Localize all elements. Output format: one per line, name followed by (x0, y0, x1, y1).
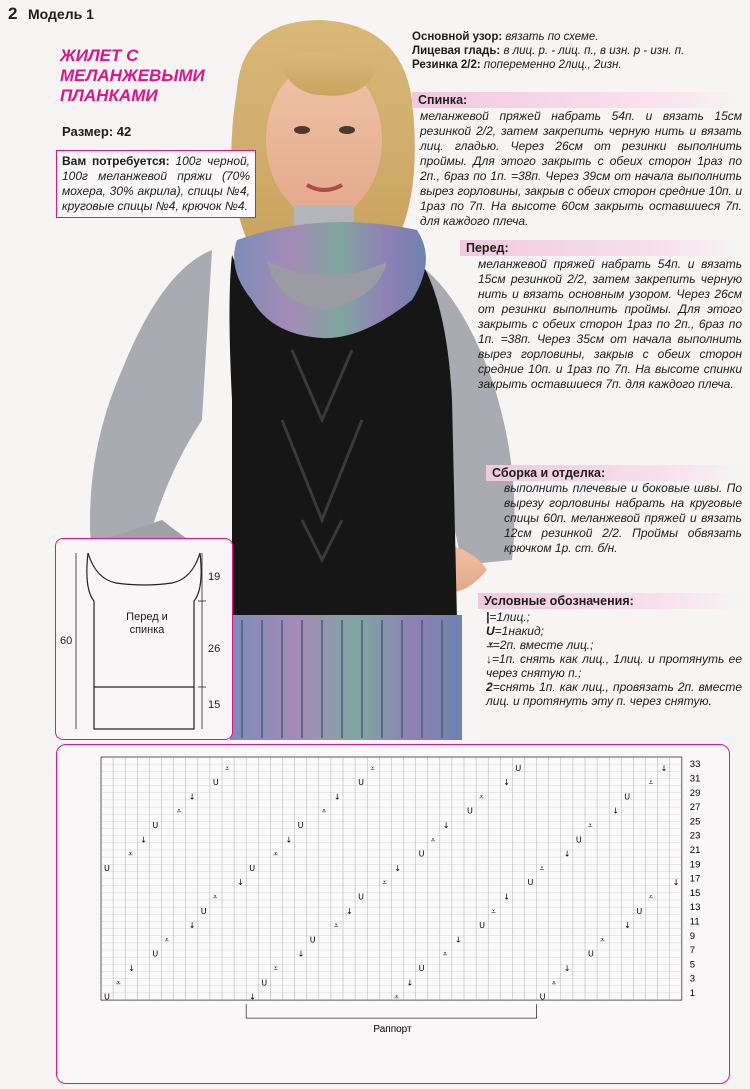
schematic-label: Перед и спинка (126, 611, 168, 636)
chart-symbol: ↓ (140, 835, 148, 845)
chart-symbol: ↓ (333, 792, 341, 802)
chart-symbol: U (200, 906, 207, 916)
chart-row-number: 9 (689, 930, 696, 942)
chart-row-number: 33 (689, 759, 701, 771)
legend-item: U=1накид; (486, 624, 544, 638)
chart-symbol: U (575, 835, 582, 845)
chart-symbol: ⩡ (370, 763, 375, 773)
chart-symbol: U (636, 906, 643, 916)
pattern-row: Резинка 2/2: попеременно 2лиц., 2изн. (412, 59, 622, 71)
knitting-chart (56, 744, 730, 1084)
garment-schematic (55, 538, 233, 740)
chart-symbol: ↓ (394, 863, 402, 873)
assembly-text: выполнить плечевые и боковые швы. По вырезу горловины набрать на круговые спицы 60п. меланжевой пряжей и вязать 12см резинкой 2/2. Проймы обвязать крючком 1р. ст. б/н. (504, 481, 742, 555)
chart-symbol: ⩡ (648, 892, 654, 902)
back-text: меланжевой пряжей набрать 54п. и вязать 15см резинкой 2/2, затем закрепить черную нить и вязать лиц. гладью. Через 26см от резинки выполнить проймы. Для этого закрыть с обеих сторон 1раз по 2п., 6раз по 1п. =38п. Через 39см от начала выполнить вырез горловины, закрыв с обеих сторон средние 10п. и 1раз по 7п. На высоте 60см закрыть оставшиеся 7п. для каждого плеча. (420, 109, 742, 228)
chart-symbol: ↓ (660, 763, 668, 773)
chart-symbol: ↓ (503, 892, 511, 902)
chart-grid (57, 745, 729, 1083)
chart-symbol: ⩡ (394, 992, 399, 1002)
chart-row-number: 15 (689, 887, 701, 899)
legend-item: 2=снять 1п. как лиц., провязать 2п. вместе лиц. и протянуть эту п. через снятую. (486, 680, 742, 708)
chart-symbol: ↓ (503, 778, 511, 788)
chart-symbol: ↓ (285, 835, 293, 845)
front-heading: Перед: (460, 240, 744, 256)
chart-symbol: U (358, 778, 364, 788)
chart-row-number: 7 (689, 945, 696, 957)
chart-symbol: ↓ (624, 921, 632, 931)
chart-symbol: U (539, 992, 546, 1002)
chart-symbol: ↓ (563, 964, 571, 973)
chart-symbol: U (358, 892, 364, 902)
chart-symbol: ↓ (563, 849, 571, 859)
chart-symbol: U (479, 921, 485, 931)
chart-symbol: U (249, 863, 256, 873)
chart-symbol: ⩡ (212, 892, 218, 902)
schematic-total: 60 (60, 635, 73, 647)
article-title: ЖИЛЕТ С МЕЛАНЖЕВЫМИ ПЛАНКАМИ (60, 46, 205, 105)
materials-box (56, 150, 256, 218)
legend-item: ↓=1п. снять как лиц., 1лиц. и протянуть ее через снятую п.; (486, 652, 742, 680)
page-number: 2 (8, 4, 18, 23)
chart-symbol: U (515, 763, 522, 773)
size-label: Размер: 42 (62, 124, 132, 139)
chart-symbol: ⩡ (539, 863, 545, 873)
chart-symbol: ↓ (188, 921, 196, 931)
chart-row-number: 23 (689, 830, 701, 842)
chart-symbol: ⩡ (430, 835, 436, 845)
chart-symbol: ↓ (237, 878, 244, 888)
chart-symbol: ⩡ (273, 964, 278, 973)
legend-item: |=1лиц.; (486, 610, 531, 624)
pattern-row: Лицевая гладь: в лиц. р. - лиц. п., в изн. р - изн. п. (412, 45, 685, 57)
back-heading: Спинка: (412, 92, 744, 108)
chart-symbol: ⩡ (442, 949, 448, 959)
chart-row-number: 3 (689, 973, 696, 985)
chart-symbol: U (624, 792, 631, 802)
chart-symbol: ⩡ (491, 906, 496, 916)
chart-symbol: U (104, 863, 110, 873)
chart-symbol: ↓ (297, 949, 305, 959)
schematic-dim: 26 (208, 643, 221, 655)
chart-symbol: U (418, 849, 425, 859)
chart-symbol: ⩡ (164, 935, 170, 945)
chart-symbol: U (309, 935, 316, 945)
chart-row-number: 11 (689, 916, 700, 928)
chart-symbol: ↓ (346, 906, 353, 916)
chart-symbol: ↓ (454, 935, 462, 945)
pattern-row: Основной узор: вязать по схеме. (412, 31, 599, 43)
chart-symbol: U (152, 821, 159, 830)
chart-row-number: 31 (689, 773, 701, 785)
chart-row-number: 25 (689, 816, 701, 828)
chart-row-number: 27 (689, 802, 701, 814)
chart-symbol: U (297, 821, 304, 830)
legend-item: ⩡=2п. вместе лиц.; (486, 638, 594, 652)
chart-symbol: ⩡ (225, 763, 230, 773)
chart-symbol: U (152, 949, 159, 959)
chart-symbol: U (467, 806, 473, 816)
chart-symbol: U (527, 878, 534, 888)
chart-row-number: 17 (689, 873, 701, 885)
chart-row-number: 21 (689, 844, 701, 856)
chart-symbol: ⩡ (479, 792, 484, 802)
chart-symbol: ↓ (249, 992, 256, 1002)
chart-symbol: ↓ (188, 792, 196, 802)
schematic-dim: 19 (208, 571, 221, 583)
chart-symbol: ⩡ (648, 778, 654, 788)
chart-symbol: U (212, 778, 219, 788)
chart-symbol: ⩡ (600, 935, 605, 945)
materials-text: 100г черной, 100г меланжевой пряжи (70% мохера, 30% акрила), спицы №4, круговые спицы №4, крючок №4. (62, 154, 251, 213)
chart-symbol: ⩡ (128, 849, 133, 859)
chart-symbol: ⩡ (273, 849, 278, 859)
chart-row-number: 19 (689, 859, 701, 871)
chart-symbol: U (588, 949, 594, 959)
schematic-dim: 15 (208, 699, 221, 711)
chart-symbol: ⩡ (333, 921, 339, 931)
chart-symbol: ↓ (442, 821, 450, 830)
chart-row-number: 29 (689, 787, 701, 799)
chart-symbol: ⩡ (321, 806, 327, 816)
chart-symbol: ⩡ (382, 878, 387, 888)
chart-symbol: ↓ (612, 806, 619, 816)
chart-symbol: ↓ (406, 978, 414, 988)
legend-heading: Условные обозначения: (478, 593, 744, 609)
chart-symbol: U (104, 992, 110, 1002)
chart-row-number: 5 (689, 959, 696, 971)
pattern-definitions (412, 30, 742, 72)
chart-row-number: 1 (689, 987, 696, 999)
repeat-label: Раппорт (373, 1024, 412, 1036)
legend-list (486, 610, 742, 708)
chart-symbol: U (418, 964, 425, 973)
chart-symbol: ↓ (672, 878, 680, 888)
chart-symbol: ⩡ (116, 978, 121, 988)
front-text: меланжевой пряжей набрать 54п. и вязать 15см резинкой 2/2, затем закрепить черную нить и вязать основным узором. Через 26см от резинки выполнить проймы. Для этого закрыть с обеих сторон 1раз по 2п., 6раз по 1п. =38п. Через 35см от начала выполнить вырез горловины, закрыв с обеих сторон средние 10п. и 1раз по 7п. На высоте спинки закрыть оставшиеся 7п. для каждого плеча. (478, 257, 742, 391)
chart-symbol: ↓ (128, 964, 135, 973)
assembly-heading: Сборка и отделка: (486, 465, 744, 481)
chart-symbol: ⩡ (588, 821, 593, 830)
materials-heading: Вам потребуется: (62, 154, 170, 168)
chart-symbol: ⩡ (551, 978, 557, 988)
model-label: Модель 1 (28, 6, 94, 22)
chart-symbol: U (261, 978, 268, 988)
chart-row-number: 13 (689, 902, 701, 914)
chart-symbol: ⩡ (176, 806, 182, 816)
